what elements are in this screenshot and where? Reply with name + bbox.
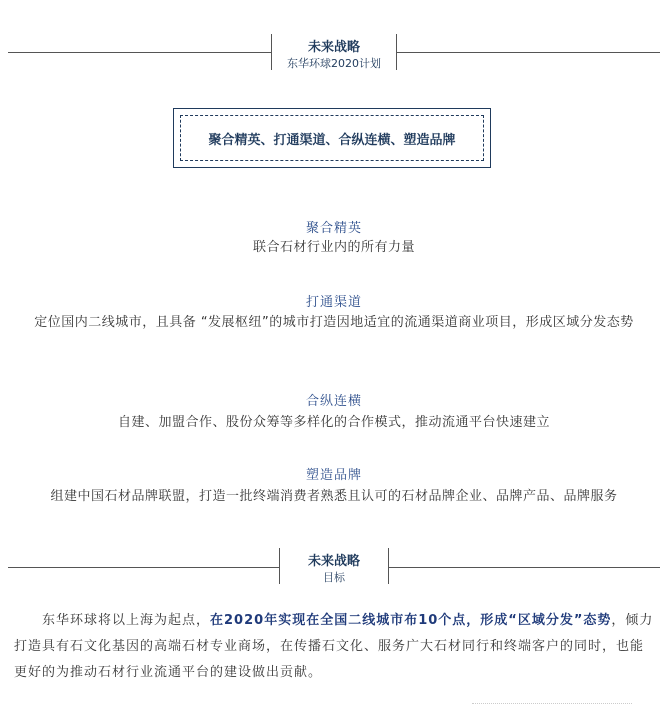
pillar-desc-open-channels: 定位国内二线城市，且具备 “发展枢纽”的城市打造因地适宜的流通渠道商业项目，形成区域分发态势: [34, 315, 634, 330]
slogan-box: [173, 108, 491, 168]
dotted-divider: [472, 703, 632, 705]
goal-text-body: ，倾力打造具有石文化基因的高端石材专业商场，在传播石文化、服务广大石材同行和终端客户的同时，也能更好的为推动石材行业流通平台的建设做出贡献。: [14, 613, 654, 680]
goal-text-intro: 东华环球将以上海为起点，: [42, 613, 211, 628]
pillar-desc-gather-elite: 联合石材行业内的所有力量: [252, 240, 415, 255]
section-title: 未来战略: [307, 554, 360, 569]
pillar-title-gather-elite: 聚合精英: [305, 221, 362, 236]
section-subtitle: 目标: [323, 571, 345, 584]
section-title: 未来战略: [307, 40, 360, 55]
section-header-strategy: [0, 0, 668, 80]
slogan-text: 聚合精英、打通渠道、合纵连横、塑造品牌: [180, 115, 484, 161]
section-header-goal: [0, 540, 668, 590]
pillar-desc-alliances: 自建、加盟合作、股份众筹等多样化的合作模式，推动流通平台快速建立: [117, 415, 550, 430]
goal-paragraph: [14, 608, 654, 686]
pillar-title-build-brand: 塑造品牌: [305, 468, 362, 483]
goal-highlight: 在2020年实现在全国二线城市布10个点，形成“区域分发”态势: [210, 613, 612, 628]
pillar-title-alliances: 合纵连横: [305, 394, 362, 409]
section-subtitle: 东华环球2020计划: [287, 57, 381, 70]
pillar-title-open-channels: 打通渠道: [305, 295, 362, 310]
pillar-desc-build-brand: 组建中国石材品牌联盟，打造一批终端消费者熟悉且认可的石材品牌企业、品牌产品、品牌服务: [50, 489, 618, 504]
